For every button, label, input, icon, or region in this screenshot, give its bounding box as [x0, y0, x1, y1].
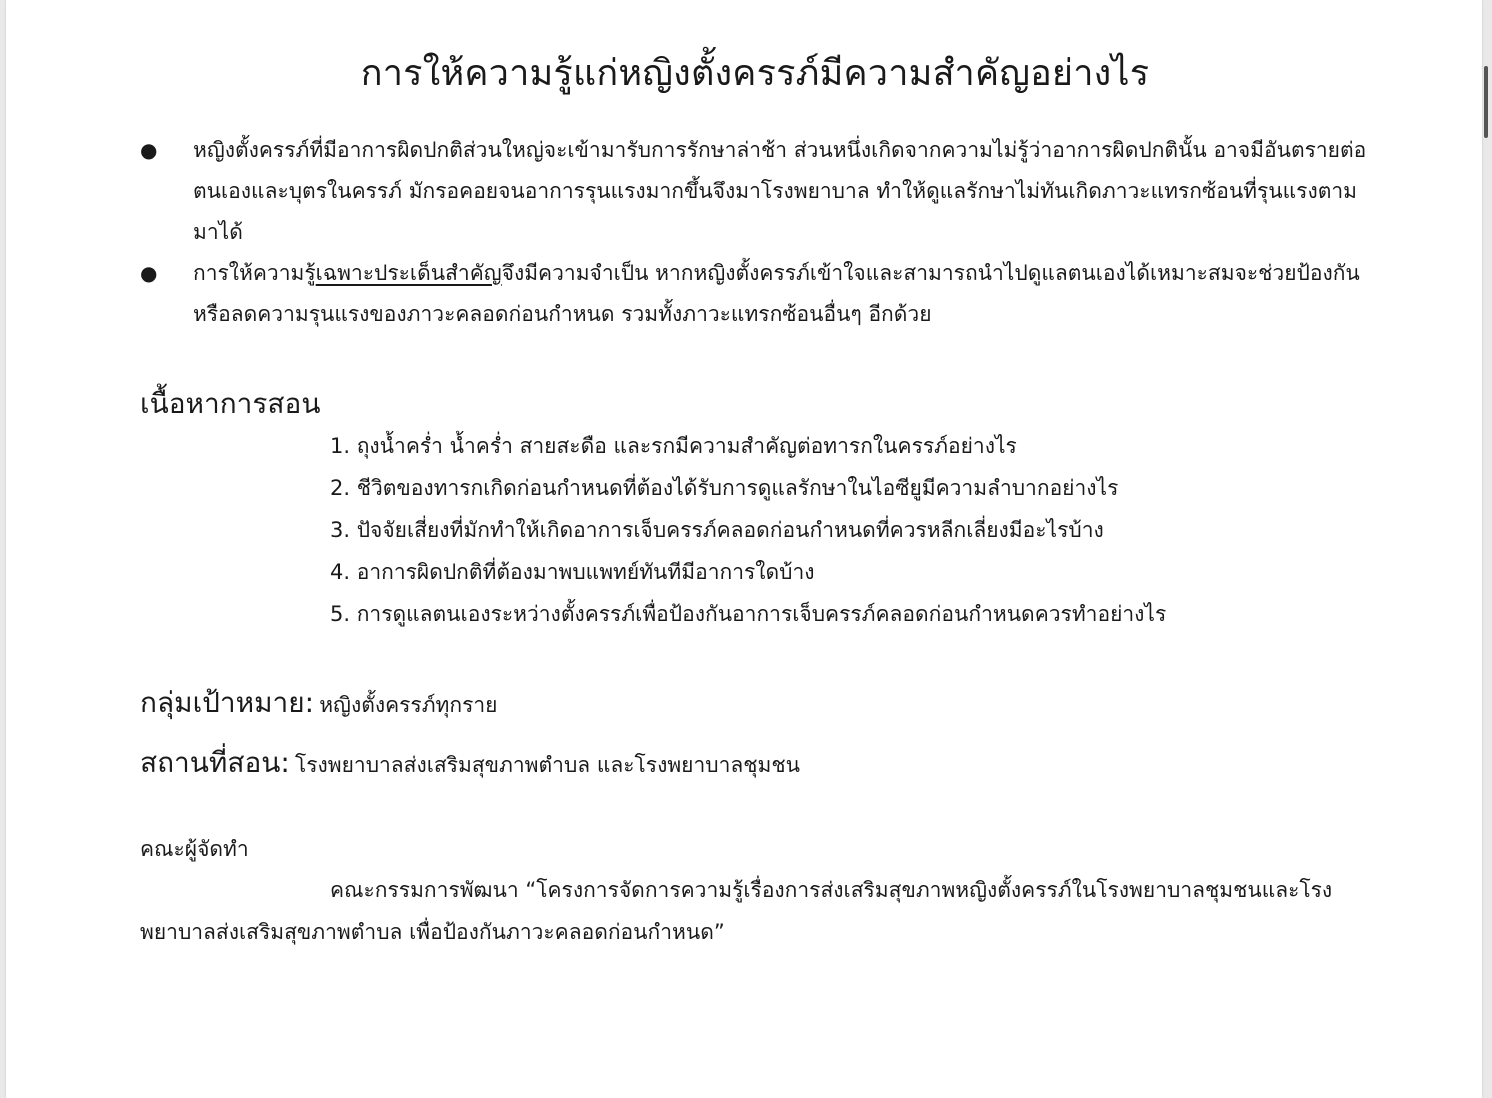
- topic-item: 2. ชีวิตของทารกเกิดก่อนกำหนดที่ต้องได้รับการดูแลรักษาในไอซียูมีความลำบากอย่างไร: [330, 476, 1119, 500]
- bullet-text-underlined: เฉพาะประเด็นสำคัญ: [315, 261, 502, 285]
- topic-list: [140, 425, 1370, 635]
- scrollbar-thumb[interactable]: [1484, 66, 1488, 138]
- venue-row: [140, 735, 1370, 795]
- meta-section: [140, 675, 1370, 795]
- bullet-text-before: การให้ความรู้: [193, 261, 316, 285]
- document-content: [140, 44, 1370, 953]
- page-title: การให้ความรู้แก่หญิงตั้งครรภ์มีความสำคัญอย่างไร: [360, 53, 1150, 94]
- bullet-item: [140, 130, 1370, 253]
- bullet-dot-icon: ●: [140, 138, 158, 162]
- content-heading: เนื้อหาการสอน: [140, 387, 321, 420]
- target-group-value: หญิงตั้งครรภ์ทุกราย: [319, 693, 498, 717]
- bullet-item: [140, 253, 1370, 335]
- bullet-text-after: จึงมีความจำเป็น หากหญิงตั้งครรภ์เข้าใจและสามารถนำไปดูแลตนเองได้เหมาะสมจะช่วยป้องกัน หรือลดความรุนแรงของภาวะคลอดก่อนกำหนด รวมทั้งภาวะแทรกซ้อนอื่นๆ อีกด้วย: [193, 261, 1360, 326]
- venue-value: โรงพยาบาลส่งเสริมสุขภาพตำบล และโรงพยาบาลชุมชน: [294, 753, 800, 777]
- topic-item: 5. การดูแลตนเองระหว่างตั้งครรภ์เพื่อป้องกันอาการเจ็บครรภ์คลอดก่อนกำหนดควรทำอย่างไร: [330, 602, 1167, 626]
- document-page: [6, 0, 1482, 1098]
- topic-item: 1. ถุงน้ำคร่ำ น้ำคร่ำ สายสะดือ และรกมีความสำคัญต่อทารกในครรภ์อย่างไร: [330, 434, 1017, 458]
- target-group-label: กลุ่มเป้าหมาย:: [140, 686, 315, 719]
- vertical-scrollbar[interactable]: [1484, 0, 1488, 1098]
- bullet-dot-icon: ●: [140, 261, 158, 285]
- credits-text: คณะกรรมการพัฒนา “โครงการจัดการความรู้เรื่องการส่งเสริมสุขภาพหญิงตั้งครรภ์ในโรงพยาบาลชุมชนและโรงพยาบาลส่งเสริมสุขภาพตำบล เพื่อป้องกันภาวะคลอดก่อนกำหนด”: [140, 878, 1333, 944]
- target-group-row: [140, 675, 1370, 735]
- intro-bullet-list: [140, 130, 1370, 335]
- venue-label: สถานที่สอน:: [140, 746, 290, 779]
- topic-item: 4. อาการผิดปกติที่ต้องมาพบแพทย์ทันทีมีอาการใดบ้าง: [330, 560, 815, 584]
- credits-label: คณะผู้จัดทำ: [140, 837, 249, 861]
- topic-item: 3. ปัจจัยเสี่ยงที่มักทำให้เกิดอาการเจ็บครรภ์คลอดก่อนกำหนดที่ควรหลีกเลี่ยงมีอะไรบ้าง: [330, 518, 1104, 542]
- bullet-text: หญิงตั้งครรภ์ที่มีอาการผิดปกติส่วนใหญ่จะเข้ามารับการรักษาล่าช้า ส่วนหนึ่งเกิดจากความไม่รู้ว่าอาการผิดปกตินั้น อาจมีอันตรายต่อตนเองและบุตรในครรภ์ มักรอคอยจนอาการรุนแรงมากขึ้นจึงมาโรงพยาบาล ทำให้ดูแลรักษาไม่ทันเกิดภาวะแทรกซ้อนที่รุนแรงตามมาได้: [193, 138, 1367, 244]
